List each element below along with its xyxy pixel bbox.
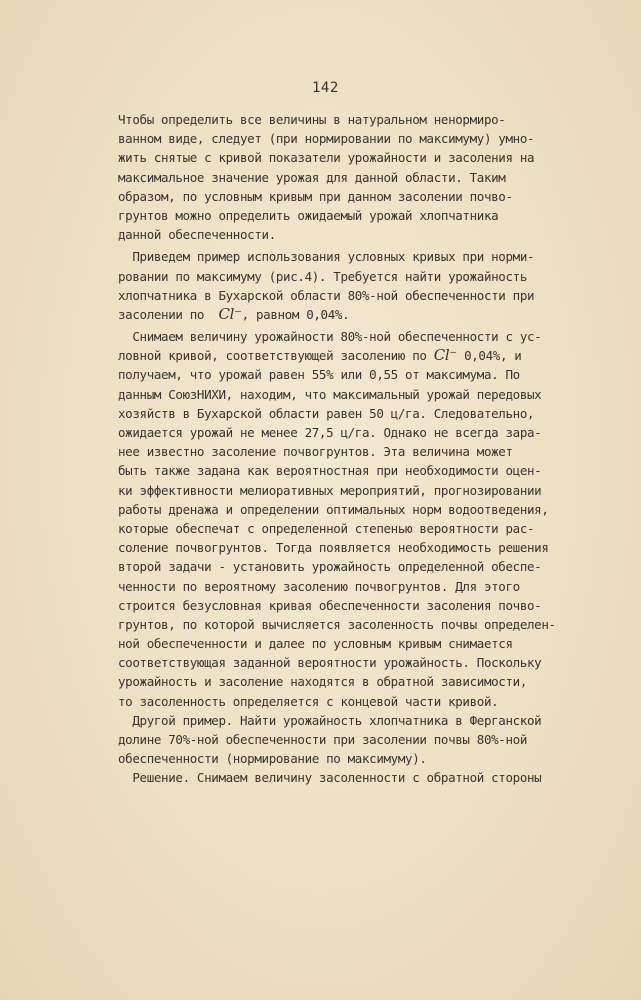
text-line: ожидается урожай не менее 27,5 ц/га. Однако не всегда зара- [118, 425, 542, 440]
text-segment: , равном 0,04%. [241, 306, 350, 322]
paragraph [118, 711, 578, 769]
chloride-symbol: Cl⁻ [218, 304, 242, 323]
text-line: строится безусловная кривая обеспеченности засоления почво- [118, 597, 542, 613]
text-line: Другой пример. Найти урожайность хлопчатника в Ферганской [118, 712, 542, 728]
text-line: получаем, что урожай равен 55% или 0,55 от максимума. По [118, 367, 520, 383]
paragraph [118, 247, 578, 324]
text-line [118, 346, 578, 365]
text-segment: засолении по [118, 306, 219, 322]
text-line: Чтобы определить все величины в натуральном ненормиро- [118, 112, 506, 127]
text-line: ровании по максимуму (рис.4). Требуется найти урожайность [118, 268, 528, 284]
text-line: образом, по условным кривым при данном засолении почво- [118, 188, 513, 204]
text-line: данной обеспеченности. [118, 227, 276, 243]
text-line: ной обеспеченности и далее по условным кривым снимается [118, 636, 513, 652]
paragraph [118, 110, 578, 244]
text-line: урожайность и засоление находятся в обратной зависимости, [118, 674, 528, 690]
text-line: работы дренажа и определении оптимальных норм водоотведения, [118, 501, 549, 517]
text-line: грунтов, по которой вычисляется засоленность почвы определен- [118, 616, 556, 632]
text-line [118, 305, 578, 324]
chloride-symbol: Cl⁻ [433, 346, 457, 365]
text-line: Снимаем величину урожайности 80%-ной обеспеченности с ус- [118, 329, 542, 345]
text-line: соление почвогрунтов. Тогда появляется необходимость решения [118, 540, 549, 556]
text-line: ванном виде, следует (при нормировании по максимуму) умно- [118, 131, 535, 147]
text-line: хозяйств в Бухарской области равен 50 ц/га. Следовательно, [118, 405, 535, 421]
text-line: долине 70%-ной обеспеченности при засолении почвы 80%-ной [118, 732, 528, 747]
text-segment: ловной кривой, соответствующей засолению по [118, 348, 434, 364]
document-body [118, 110, 578, 788]
text-line: то засоленность определяется с концевой части кривой. [118, 693, 499, 709]
text-line: нее известно засоление почвогрунтов. Эта величина может [118, 444, 513, 460]
text-line: максимальное значение урожая для данной области. Таким [118, 169, 506, 185]
text-line: данным СоюзНИХИ, находим, что максимальный урожай передовых [118, 386, 542, 402]
text-line: ки эффективности мелиоративных мероприятий, прогнозировании [118, 482, 542, 498]
text-line: которые обеспечат с определенной степенью вероятности рас- [118, 520, 535, 536]
paragraph [118, 327, 578, 711]
text-line: быть также задана как вероятностная при необходимости оцен- [118, 463, 542, 479]
text-line: соответствующая заданной вероятности урожайность. Поскольку [118, 655, 542, 671]
page-number: 142 [312, 80, 339, 96]
text-line: второй задачи - установить урожайность определенной обеспе- [118, 559, 542, 575]
text-line: Приведем пример использования условных кривых при норми- [118, 249, 535, 265]
text-line: ченности по вероятному засолению почвогрунтов. Для этого [118, 578, 520, 594]
text-line: хлопчатника в Бухарской области 80%-ной обеспеченности при [118, 287, 535, 303]
text-line: обеспеченности (нормирование по максимуму). [118, 751, 427, 767]
text-line: жить снятые с кривой показатели урожайности и засоления на [118, 150, 535, 166]
text-line: Решение. Снимаем величину засоленности с обратной стороны [118, 770, 542, 786]
text-segment: 0,04%, и [456, 348, 522, 364]
paragraph [118, 768, 578, 787]
text-line: грунтов можно определить ожидаемый урожай хлопчатника [118, 207, 499, 223]
